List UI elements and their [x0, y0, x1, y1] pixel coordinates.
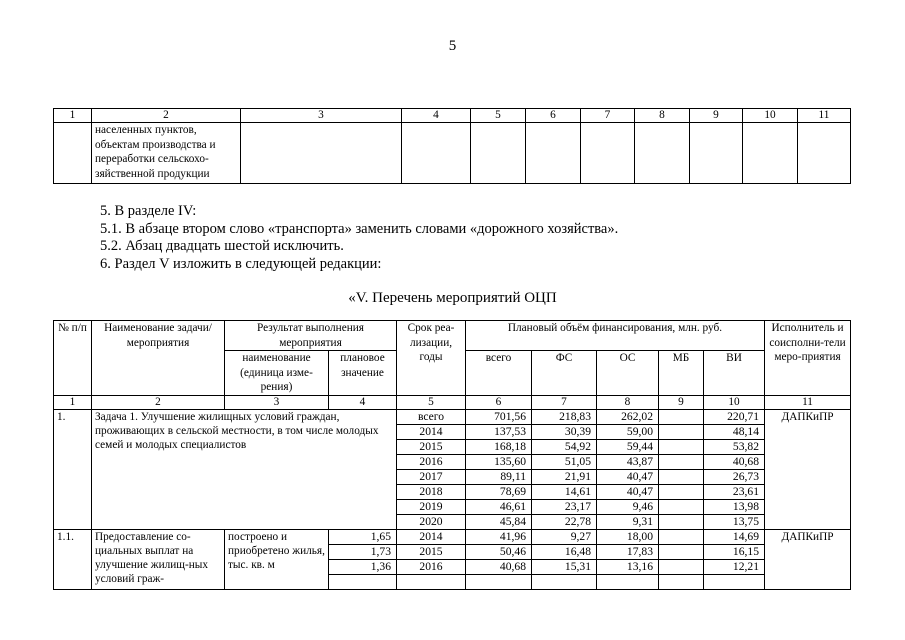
paragraph: 5.1. В абзаце втором слово «транспорта» заменить словами «дорожного хозяйства».: [100, 220, 619, 237]
total-cell: 89,11: [466, 470, 532, 485]
total-cell: 45,84: [466, 515, 532, 530]
col-number: 3: [225, 396, 329, 410]
task-name: Задача 1. Улучшение жилищных условий граждан, проживающих в сельской местности, в том числе молодых семей и молодых специалистов: [92, 410, 397, 530]
header-mb: МБ: [659, 351, 704, 396]
col-number: 1: [54, 109, 92, 123]
col-number: 5: [397, 396, 466, 410]
mb-cell: [659, 515, 704, 530]
measure-number: 1.1.: [54, 530, 92, 590]
header-row: [54, 321, 851, 351]
mb-cell: [659, 530, 704, 545]
col-number: 11: [798, 109, 851, 123]
fs-cell: 30,39: [532, 425, 597, 440]
executor: ДАПКиПР: [765, 410, 851, 530]
header-term: Срок реа-лизации, годы: [397, 321, 466, 396]
header-num: № п/п: [54, 321, 92, 396]
fs-cell: 9,27: [532, 530, 597, 545]
os-cell: 9,46: [597, 500, 659, 515]
col-number: 4: [402, 109, 471, 123]
fs-cell: 23,17: [532, 500, 597, 515]
total-cell: 46,61: [466, 500, 532, 515]
year-cell: 2015: [397, 440, 466, 455]
year-cell: 2016: [397, 560, 466, 575]
column-numbers-row: [54, 396, 851, 410]
col-number: 7: [581, 109, 635, 123]
os-cell: 59,00: [597, 425, 659, 440]
os-cell: 17,83: [597, 545, 659, 560]
col-number: 9: [690, 109, 743, 123]
header-executor: Исполнитель и соисполни-тели меро-приятия: [765, 321, 851, 396]
table-row: [54, 530, 851, 545]
total-cell: 135,60: [466, 455, 532, 470]
os-cell: 40,47: [597, 470, 659, 485]
header-name: Наименование задачи/мероприятия: [92, 321, 225, 396]
year-cell: 2014: [397, 530, 466, 545]
col-number: 6: [466, 396, 532, 410]
year-cell: 2018: [397, 485, 466, 500]
fs-cell: 54,92: [532, 440, 597, 455]
mb-cell: [659, 500, 704, 515]
vi-cell: 16,15: [704, 545, 765, 560]
plan-cell: 1,65: [329, 530, 397, 545]
vi-cell: 48,14: [704, 425, 765, 440]
mb-cell: [659, 455, 704, 470]
fs-cell: 21,91: [532, 470, 597, 485]
os-cell: 43,87: [597, 455, 659, 470]
fs-cell: 22,78: [532, 515, 597, 530]
total-cell: 168,18: [466, 440, 532, 455]
mb-cell: [659, 440, 704, 455]
os-cell: 13,16: [597, 560, 659, 575]
total-cell: 701,56: [466, 410, 532, 425]
vi-cell: 220,71: [704, 410, 765, 425]
header-result: Результат выполнения мероприятия: [225, 321, 397, 351]
col-number: 10: [704, 396, 765, 410]
mb-cell: [659, 470, 704, 485]
col-number: 2: [92, 396, 225, 410]
mb-cell: [659, 410, 704, 425]
header-funding: Плановый объём финансирования, млн. руб.: [466, 321, 765, 351]
page-number: 5: [448, 38, 457, 54]
executor: ДАПКиПР: [765, 530, 851, 590]
mb-cell: [659, 485, 704, 500]
total-cell: 41,96: [466, 530, 532, 545]
table-row: [54, 410, 851, 425]
header-result-plan: плановое значение: [329, 351, 397, 396]
section-title: «V. Перечень мероприятий ОЦП: [348, 290, 557, 306]
amendment-paragraphs: [100, 203, 618, 273]
year-cell: 2014: [397, 425, 466, 440]
header-result-name: наименование (единица изме-рения): [225, 351, 329, 396]
vi-cell: 12,21: [704, 560, 765, 575]
vi-cell: 53,82: [704, 440, 765, 455]
col-number: 2: [92, 109, 241, 123]
os-cell: 262,02: [597, 410, 659, 425]
total-cell: 78,69: [466, 485, 532, 500]
col-number: 1: [54, 396, 92, 410]
fs-cell: 51,05: [532, 455, 597, 470]
result-name: построено и приобретено жилья, тыс. кв. м: [225, 530, 329, 590]
fs-cell: 218,83: [532, 410, 597, 425]
col-number: 8: [597, 396, 659, 410]
mb-cell: [659, 545, 704, 560]
vi-cell: 26,73: [704, 470, 765, 485]
measures-table: [53, 320, 851, 590]
os-cell: 40,47: [597, 485, 659, 500]
plan-cell: 1,73: [329, 545, 397, 560]
year-cell: 2016: [397, 455, 466, 470]
mb-cell: [659, 560, 704, 575]
fs-cell: 14,61: [532, 485, 597, 500]
plan-cell: 1,36: [329, 560, 397, 575]
col-number: 10: [743, 109, 798, 123]
total-cell: 137,53: [466, 425, 532, 440]
vi-cell: 13,98: [704, 500, 765, 515]
col-number: 7: [532, 396, 597, 410]
vi-cell: 40,68: [704, 455, 765, 470]
mb-cell: [659, 425, 704, 440]
year-cell: 2017: [397, 470, 466, 485]
vi-cell: 13,75: [704, 515, 765, 530]
os-cell: 18,00: [597, 530, 659, 545]
fs-cell: 15,31: [532, 560, 597, 575]
col-number: 4: [329, 396, 397, 410]
vi-cell: 23,61: [704, 485, 765, 500]
paragraph: 5.2. Абзац двадцать шестой исключить.: [100, 238, 344, 254]
header-os: ОС: [597, 351, 659, 396]
header-total: всего: [466, 351, 532, 396]
vi-cell: 14,69: [704, 530, 765, 545]
task-number: 1.: [54, 410, 92, 530]
total-cell: 40,68: [466, 560, 532, 575]
col-number: 5: [471, 109, 526, 123]
os-cell: 9,31: [597, 515, 659, 530]
header-vi: ВИ: [704, 351, 765, 396]
os-cell: 59,44: [597, 440, 659, 455]
year-cell: 2015: [397, 545, 466, 560]
col-number: 9: [659, 396, 704, 410]
header-fs: ФС: [532, 351, 597, 396]
total-cell: 50,46: [466, 545, 532, 560]
paragraph: 6. Раздел V изложить в следующей редакции:: [100, 255, 382, 272]
col-number: 6: [526, 109, 581, 123]
top-table-continuation: [53, 108, 851, 184]
paragraph: 5. В разделе IV:: [100, 203, 197, 219]
col-number: 11: [765, 396, 851, 410]
top-table-header-row: [54, 109, 851, 123]
measure-name: Предоставление со-циальных выплат на улучшение жилищ-ных условий граж-: [92, 530, 225, 590]
continued-measure-name: населенных пунктов, объектам производства и переработки сельскохо-зяйственной продукции: [92, 123, 241, 184]
fs-cell: 16,48: [532, 545, 597, 560]
year-cell: 2019: [397, 500, 466, 515]
col-number: 8: [635, 109, 690, 123]
year-cell: 2020: [397, 515, 466, 530]
year-cell: всего: [397, 410, 466, 425]
top-table-row: [54, 123, 851, 184]
col-number: 3: [241, 109, 402, 123]
